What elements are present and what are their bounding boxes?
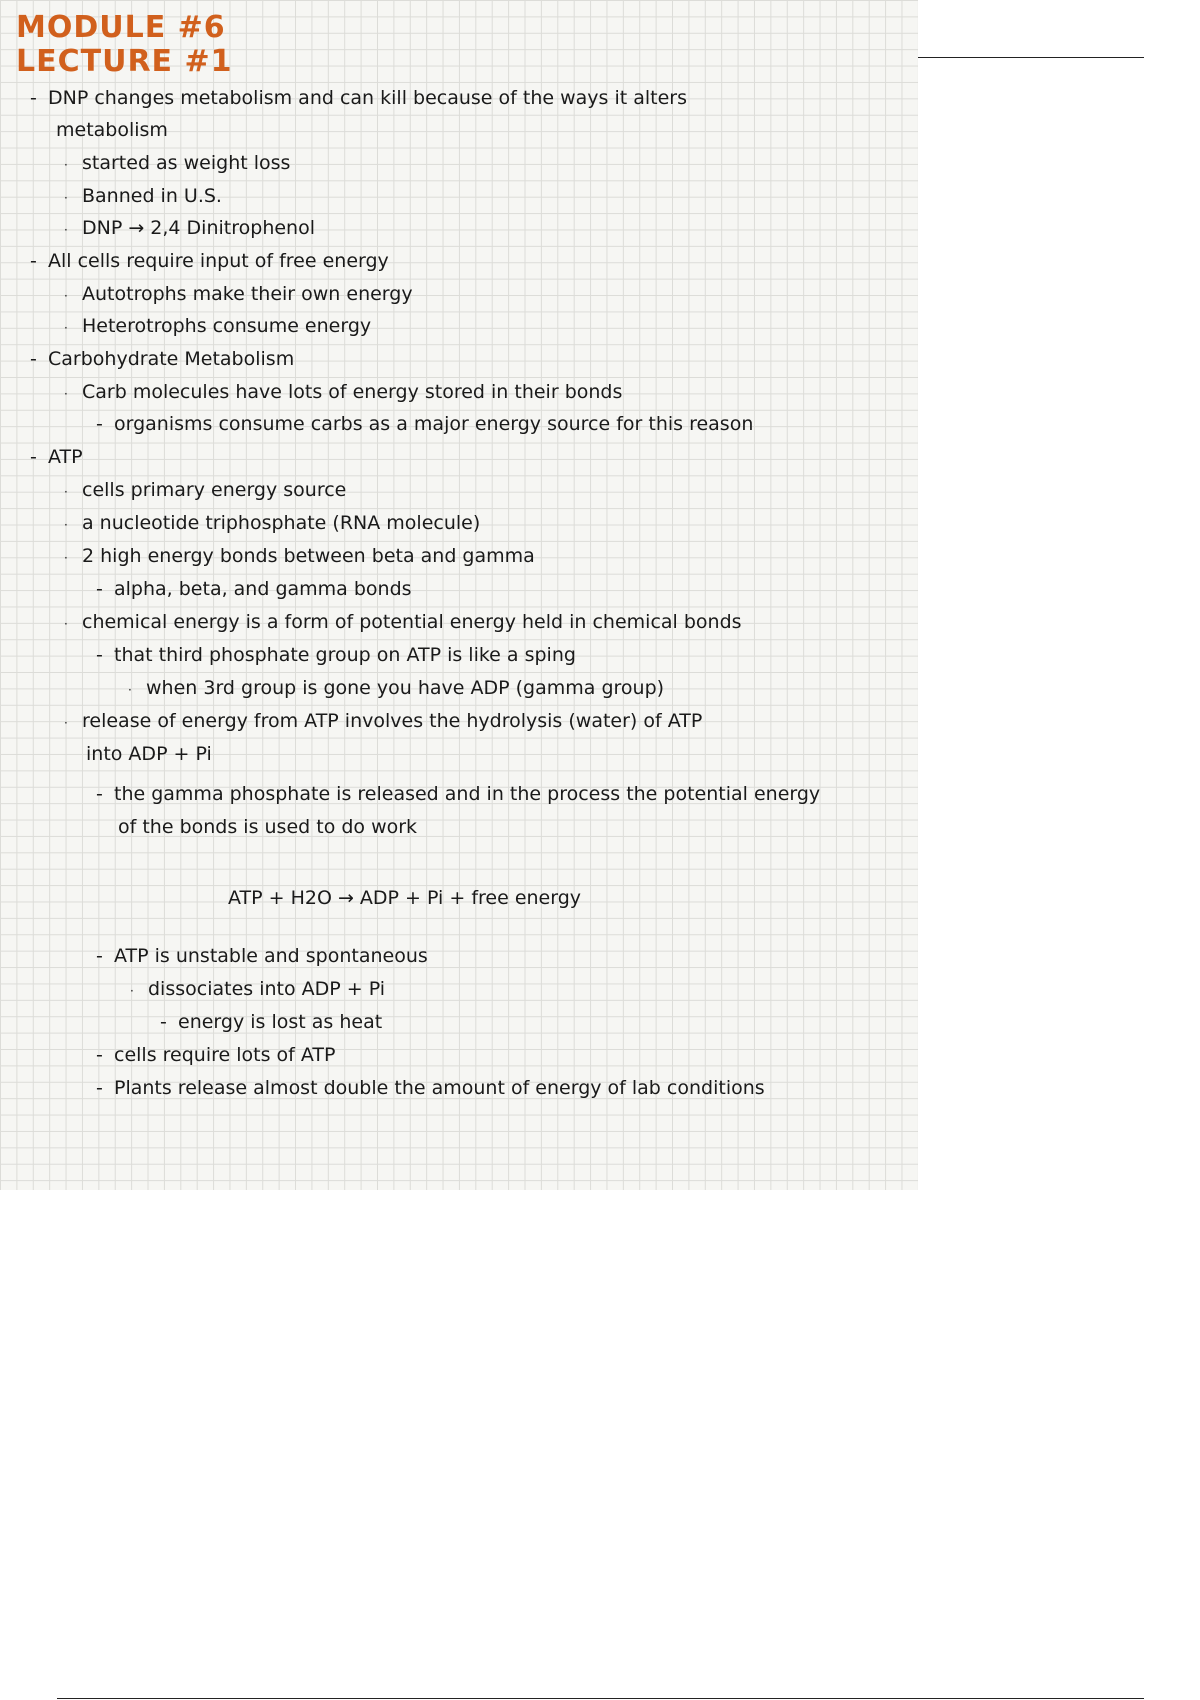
bullet-marker: - xyxy=(160,1011,167,1033)
note-text: Banned in U.S. xyxy=(82,185,222,207)
atp-hydrolysis-equation: ATP + H2O → ADP + Pi + free energy xyxy=(228,887,582,909)
bullet-marker: - xyxy=(30,87,37,109)
header-rule xyxy=(918,57,1144,58)
note-text: All cells require input of free energy xyxy=(48,250,389,272)
note-line xyxy=(130,977,385,1003)
bullet-marker: - xyxy=(96,945,103,967)
note-text: DNP → 2,4 Dinitrophenol xyxy=(82,217,315,239)
note-line xyxy=(64,380,622,406)
bullet-marker: - xyxy=(96,1077,103,1099)
note-text: metabolism xyxy=(56,119,168,141)
note-line xyxy=(30,445,83,469)
note-line xyxy=(96,1076,765,1100)
note-text: energy is lost as heat xyxy=(178,1011,383,1033)
note-line xyxy=(30,249,389,273)
note-text: release of energy from ATP involves the hydrolysis (water) of ATP xyxy=(82,710,703,732)
note-text: started as weight loss xyxy=(82,152,291,174)
note-text: dissociates into ADP + Pi xyxy=(148,978,386,1000)
note-text: cells require lots of ATP xyxy=(114,1044,336,1066)
bullet-marker: · xyxy=(64,191,68,205)
note-text: alpha, beta, and gamma bonds xyxy=(114,578,412,600)
bullet-marker: · xyxy=(64,716,68,730)
note-line xyxy=(128,676,664,702)
bullet-marker: · xyxy=(64,223,68,237)
module-title: MODULE #6 xyxy=(16,10,226,45)
note-text: Carb molecules have lots of energy stored in their bonds xyxy=(82,381,623,403)
note-line xyxy=(64,184,222,210)
note-line xyxy=(64,709,702,735)
note-line xyxy=(64,216,315,242)
bullet-marker: · xyxy=(64,289,68,303)
bullet-marker: - xyxy=(30,348,37,370)
note-line xyxy=(96,782,820,806)
note-text: Autotrophs make their own energy xyxy=(82,283,413,305)
note-text: when 3rd group is gone you have ADP (gamma group) xyxy=(146,677,665,699)
bullet-marker: - xyxy=(96,413,103,435)
bullet-marker: · xyxy=(64,485,68,499)
note-line xyxy=(64,478,346,504)
note-line xyxy=(96,412,753,436)
note-text: chemical energy is a form of potential energy held in chemical bonds xyxy=(82,611,742,633)
note-line xyxy=(96,643,576,667)
note-line xyxy=(64,511,480,537)
bullet-marker: · xyxy=(64,518,68,532)
note-line xyxy=(68,742,212,766)
note-text: that third phosphate group on ATP is like a sping xyxy=(114,644,576,666)
footer-rule xyxy=(57,1698,1144,1699)
bullet-marker: - xyxy=(30,250,37,272)
note-line xyxy=(64,544,535,570)
note-line xyxy=(160,1010,382,1034)
note-text: 2 high energy bonds between beta and gamma xyxy=(82,545,535,567)
note-line xyxy=(100,815,417,839)
note-text: Carbohydrate Metabolism xyxy=(48,348,295,370)
bullet-marker: - xyxy=(96,783,103,805)
bullet-marker: - xyxy=(96,644,103,666)
note-text: organisms consume carbs as a major energy source for this reason xyxy=(114,413,754,435)
bullet-marker: · xyxy=(130,984,134,998)
note-text: Plants release almost double the amount of energy of lab conditions xyxy=(114,1077,765,1099)
note-text: ATP xyxy=(48,446,83,468)
note-text: Heterotrophs consume energy xyxy=(82,315,372,337)
bullet-marker: · xyxy=(128,683,132,697)
bullet-marker: - xyxy=(96,1044,103,1066)
note-line xyxy=(30,347,294,371)
note-line xyxy=(64,151,290,177)
lecture-title: LECTURE #1 xyxy=(16,44,233,79)
note-line xyxy=(96,1043,335,1067)
note-text: ATP is unstable and spontaneous xyxy=(114,945,428,967)
note-text: DNP changes metabolism and can kill because of the ways it alters xyxy=(48,87,688,109)
bullet-marker: · xyxy=(64,551,68,565)
note-line xyxy=(64,610,742,636)
note-line xyxy=(38,118,168,142)
note-text: of the bonds is used to do work xyxy=(118,816,418,838)
bullet-marker: · xyxy=(64,158,68,172)
bullet-marker: - xyxy=(30,446,37,468)
note-text: a nucleotide triphosphate (RNA molecule) xyxy=(82,512,481,534)
note-text: into ADP + Pi xyxy=(86,743,212,765)
note-line xyxy=(64,282,413,308)
note-text: the gamma phosphate is released and in the process the potential energy xyxy=(114,783,821,805)
bullet-marker: · xyxy=(64,617,68,631)
note-line xyxy=(30,86,687,110)
note-line xyxy=(64,314,371,340)
bullet-marker: · xyxy=(64,387,68,401)
bullet-marker: - xyxy=(96,578,103,600)
note-line xyxy=(96,577,412,601)
note-line xyxy=(96,944,428,968)
note-text: cells primary energy source xyxy=(82,479,347,501)
bullet-marker: · xyxy=(64,321,68,335)
